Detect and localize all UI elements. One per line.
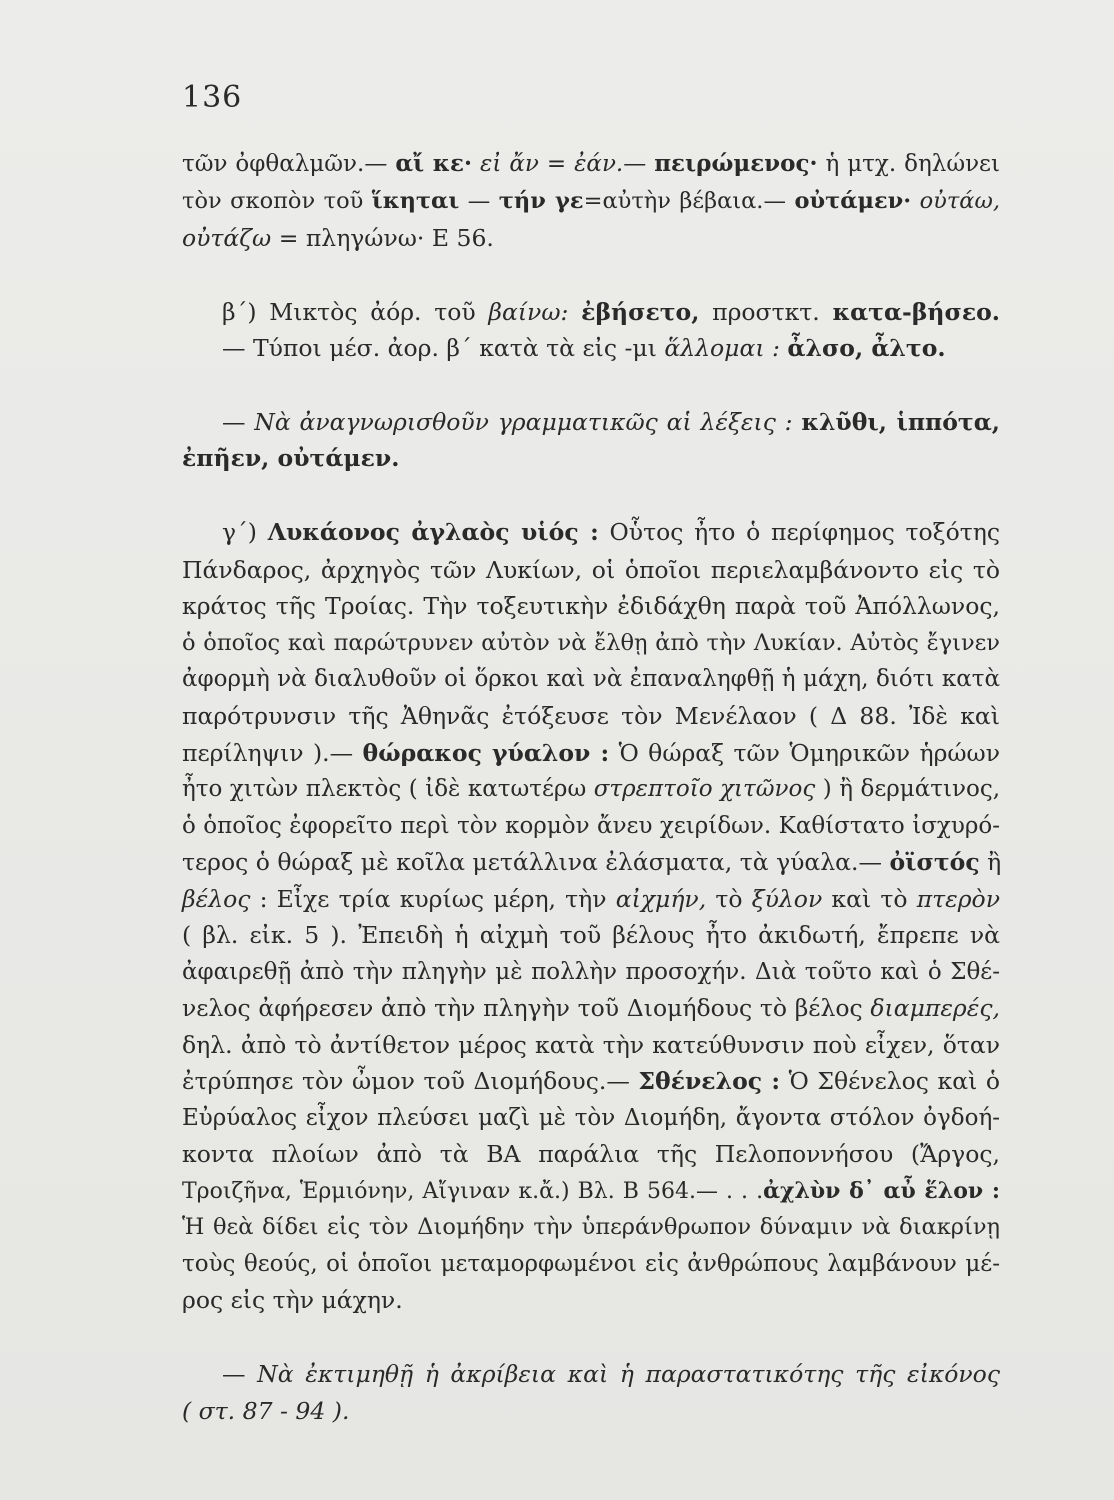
italic-text: ξύλον bbox=[751, 885, 823, 913]
bold-term: Λυκάονος ἀγλαὸς υἱός : bbox=[267, 518, 599, 546]
text-run: τὸ bbox=[706, 885, 752, 913]
text-run: Ἡ θεὰ δίδει εἰς τὸν Διομήδην τὴν ὑπεράνθρωπον δύναμιν νὰ διακρίνῃ bbox=[182, 1214, 1000, 1240]
text-line bbox=[182, 773, 1000, 805]
text-line bbox=[182, 1029, 1000, 1061]
text-line bbox=[182, 516, 1000, 548]
text-run: β΄) Μικτὸς ἀόρ. τοῦ bbox=[222, 298, 489, 326]
text-line bbox=[182, 222, 1000, 254]
bold-term: οὐτάμεν· bbox=[794, 188, 912, 214]
text-line bbox=[182, 332, 1000, 364]
text-run: Ὁ Σθένελος καὶ ὁ bbox=[780, 1067, 1000, 1095]
text-run: =αὐτὴν βέβαια.— bbox=[583, 188, 795, 214]
text-run: ἐτρύπησε τὸν ὦμον τοῦ Διομήδους.— bbox=[182, 1067, 639, 1095]
text-run: Πάνδαρος, ἀρχηγὸς τῶν Λυκίων, οἱ ὁποῖοι περιελαμβάνοντο εἰς τὸ bbox=[182, 556, 1000, 584]
text-run: — Τύποι μέσ. ἀορ. β΄ κατὰ τὰ εἰς -μι bbox=[222, 334, 665, 362]
text-run: ) ἢ δερμάτινος, bbox=[815, 776, 1001, 802]
italic-text: εἰ ἄν = ἐάν.— bbox=[472, 151, 655, 177]
text-line bbox=[182, 810, 1000, 842]
text-line bbox=[182, 406, 1000, 438]
text-run: Οὗτος ἦτο ὁ περίφημος τοξότης bbox=[598, 518, 1000, 546]
text-run: Ὁ θώραξ τῶν Ὁμηρικῶν ἡρώων bbox=[609, 739, 1000, 767]
text-line bbox=[182, 737, 1000, 769]
text-run: κράτος τῆς Τροίας. Τὴν τοξευτικὴν ἐδιδάχθη παρὰ τοῦ Ἀπόλλωνος, bbox=[182, 592, 1000, 620]
text-line bbox=[182, 992, 1000, 1024]
text-run: νελος ἀφήρεσεν ἀπὸ τὴν πληγὴν τοῦ Διομήδους τὸ βέλος bbox=[182, 994, 871, 1022]
text-run: — bbox=[222, 1360, 258, 1388]
text-line bbox=[182, 1065, 1000, 1097]
bold-term: ἐβήσετο, bbox=[581, 298, 700, 326]
text-run: Τροιζῆνα, Ἑρμιόνην, Αἴγιναν κ.ἄ.) Βλ. Β 564.— . . . bbox=[182, 1179, 764, 1204]
italic-text: πτερὸν bbox=[916, 885, 1000, 913]
text-run: ὁ ὁποῖος καὶ παρώτρυνεν αὐτὸν νὰ ἔλθῃ ἀπὸ τὴν Λυκίαν. Αὐτὸς ἔγινεν bbox=[182, 630, 1000, 656]
italic-text: οὐτάω, bbox=[911, 188, 1000, 214]
bold-term: κλῦθι, ἱππότα, bbox=[801, 408, 1000, 436]
text-run: = πληγώνω· Ε 56. bbox=[271, 224, 494, 252]
text-line bbox=[182, 1284, 1000, 1316]
text-line bbox=[182, 185, 1000, 217]
text-line bbox=[182, 627, 1000, 659]
text-line bbox=[182, 700, 1000, 732]
bold-term: ἀχλὺν δ᾽ αὖ ἕλον : bbox=[763, 1178, 1000, 1204]
text-line bbox=[182, 442, 1000, 474]
text-line bbox=[182, 1175, 1000, 1208]
text-run: περίληψιν ).— bbox=[182, 739, 363, 767]
text-run: ἦτο χιτὼν πλεκτὸς ( ἰδὲ κατωτέρω bbox=[182, 776, 594, 802]
text-run: ὁ ὁποῖος ἐφορεῖτο περὶ τὸν κορμὸν ἄνευ χειρίδων. Καθίστατο ἰσχυρό- bbox=[182, 813, 1000, 839]
bold-term: πειρώμενος· bbox=[654, 150, 818, 177]
text-run: : Εἶχε τρία κυρίως μέρη, τὴν bbox=[250, 885, 616, 913]
italic-text: Νὰ ἐκτιμηθῇ ἡ ἀκρίβεια καὶ ἡ παραστατικότης τῆς εἰκόνος bbox=[257, 1360, 1000, 1388]
bold-term: αἴ κε· bbox=[395, 150, 473, 177]
text-line bbox=[182, 1358, 1000, 1390]
text-run: κοντα πλοίων ἀπὸ τὰ ΒΑ παράλια τῆς Πελοποννήσου (Ἄργος, bbox=[182, 1140, 1000, 1168]
italic-text: οὐτάζω bbox=[182, 224, 272, 252]
text-run: ρος εἰς τὴν μάχην. bbox=[182, 1286, 403, 1314]
text-line bbox=[182, 554, 1000, 586]
text-line bbox=[182, 1138, 1000, 1170]
italic-text: ( στ. 87 - 94 ). bbox=[182, 1397, 350, 1425]
text-run: τὸν σκοπὸν τοῦ bbox=[182, 188, 372, 214]
bold-term: ἵκηται bbox=[371, 188, 460, 214]
italic-text: στρεπτοῖο χιτῶνος bbox=[593, 776, 816, 802]
text-run: καὶ τὸ bbox=[822, 885, 917, 913]
italic-text: ἅλλομαι : bbox=[664, 334, 788, 362]
text-line bbox=[182, 590, 1000, 622]
text-run: — bbox=[222, 408, 255, 436]
text-run: προστκτ. bbox=[699, 298, 833, 326]
text-line bbox=[182, 663, 1000, 695]
italic-text: βέλος bbox=[182, 885, 251, 913]
text-run: ἀφορμὴ νὰ διαλυθοῦν οἱ ὅρκοι καὶ νὰ ἐπαναληφθῇ ἡ μάχη, διότι κατὰ bbox=[182, 666, 1000, 692]
text-line bbox=[182, 1211, 1000, 1243]
bold-term: Σθένελος : bbox=[638, 1067, 781, 1095]
bold-term: κατα-βήσεο. bbox=[832, 298, 1000, 326]
text-line bbox=[182, 148, 1000, 180]
text-line bbox=[182, 846, 1000, 878]
bold-term: θώρακος γύαλον : bbox=[362, 739, 610, 767]
text-run: Εὐρύαλος εἶχον πλεύσει μαζὶ μὲ τὸν Διομήδη, ἄγοντα στόλον ὀγδοή- bbox=[182, 1105, 1000, 1131]
text-run: ἀφαιρεθῇ ἀπὸ τὴν πληγὴν μὲ πολλὴν προσοχήν. Διὰ τοῦτο καὶ ὁ Σθέ- bbox=[182, 959, 1000, 985]
bold-term: ἆλσο, ἆλτο. bbox=[787, 334, 946, 362]
italic-text: αἰχμήν, bbox=[615, 885, 707, 913]
text-run: γ΄) bbox=[222, 518, 268, 546]
text-run: ἢ bbox=[979, 848, 1002, 876]
page-number: 136 bbox=[182, 80, 243, 115]
text-run: τοὺς θεούς, οἱ ὁποῖοι μεταμορφωμένοι εἰς ἀνθρώπους λαμβάνουν μέ- bbox=[182, 1251, 1000, 1277]
bold-term: ὀϊστός bbox=[889, 848, 980, 876]
text-line bbox=[182, 883, 1000, 915]
text-run: ἡ μτχ. δηλώνει bbox=[817, 151, 1000, 177]
text-line bbox=[182, 1395, 1000, 1427]
text-run: τῶν ὀφθαλμῶν.— bbox=[182, 151, 396, 177]
text-run: τερος ὁ θώραξ μὲ κοῖλα μετάλλινα ἐλάσματα, τὰ γύαλα.— bbox=[182, 848, 890, 876]
text-run: δηλ. ἀπὸ τὸ ἀντίθετον μέρος κατὰ τὴν κατεύθυνσιν ποὺ εἶχεν, ὅταν bbox=[182, 1031, 1000, 1059]
text-line bbox=[182, 919, 1000, 951]
italic-text: Νὰ ἀναγνωρισθοῦν γραμματικῶς αἱ λέξεις : bbox=[254, 408, 802, 436]
text-line bbox=[182, 1248, 1000, 1280]
bold-term: τήν γε bbox=[498, 188, 584, 214]
bold-term: ἐπῆεν, οὐτάμεν. bbox=[182, 444, 400, 472]
text-line bbox=[182, 296, 1000, 328]
text-run: παρότρυνσιν τῆς Ἀθηνᾶς ἐτόξευσε τὸν Μενέλαον ( Δ 88. Ἰδὲ καὶ bbox=[182, 702, 1000, 730]
italic-text: βαίνω: bbox=[488, 298, 582, 326]
text-run: ( βλ. εἰκ. 5 ). Ἐπειδὴ ἡ αἰχμὴ τοῦ βέλους ἦτο ἀκιδωτή, ἔπρεπε νὰ bbox=[182, 921, 1000, 949]
text-line bbox=[182, 1102, 1000, 1134]
text-line bbox=[182, 956, 1000, 988]
text-run: — bbox=[459, 188, 499, 214]
italic-text: διαμπερές, bbox=[870, 994, 1000, 1022]
